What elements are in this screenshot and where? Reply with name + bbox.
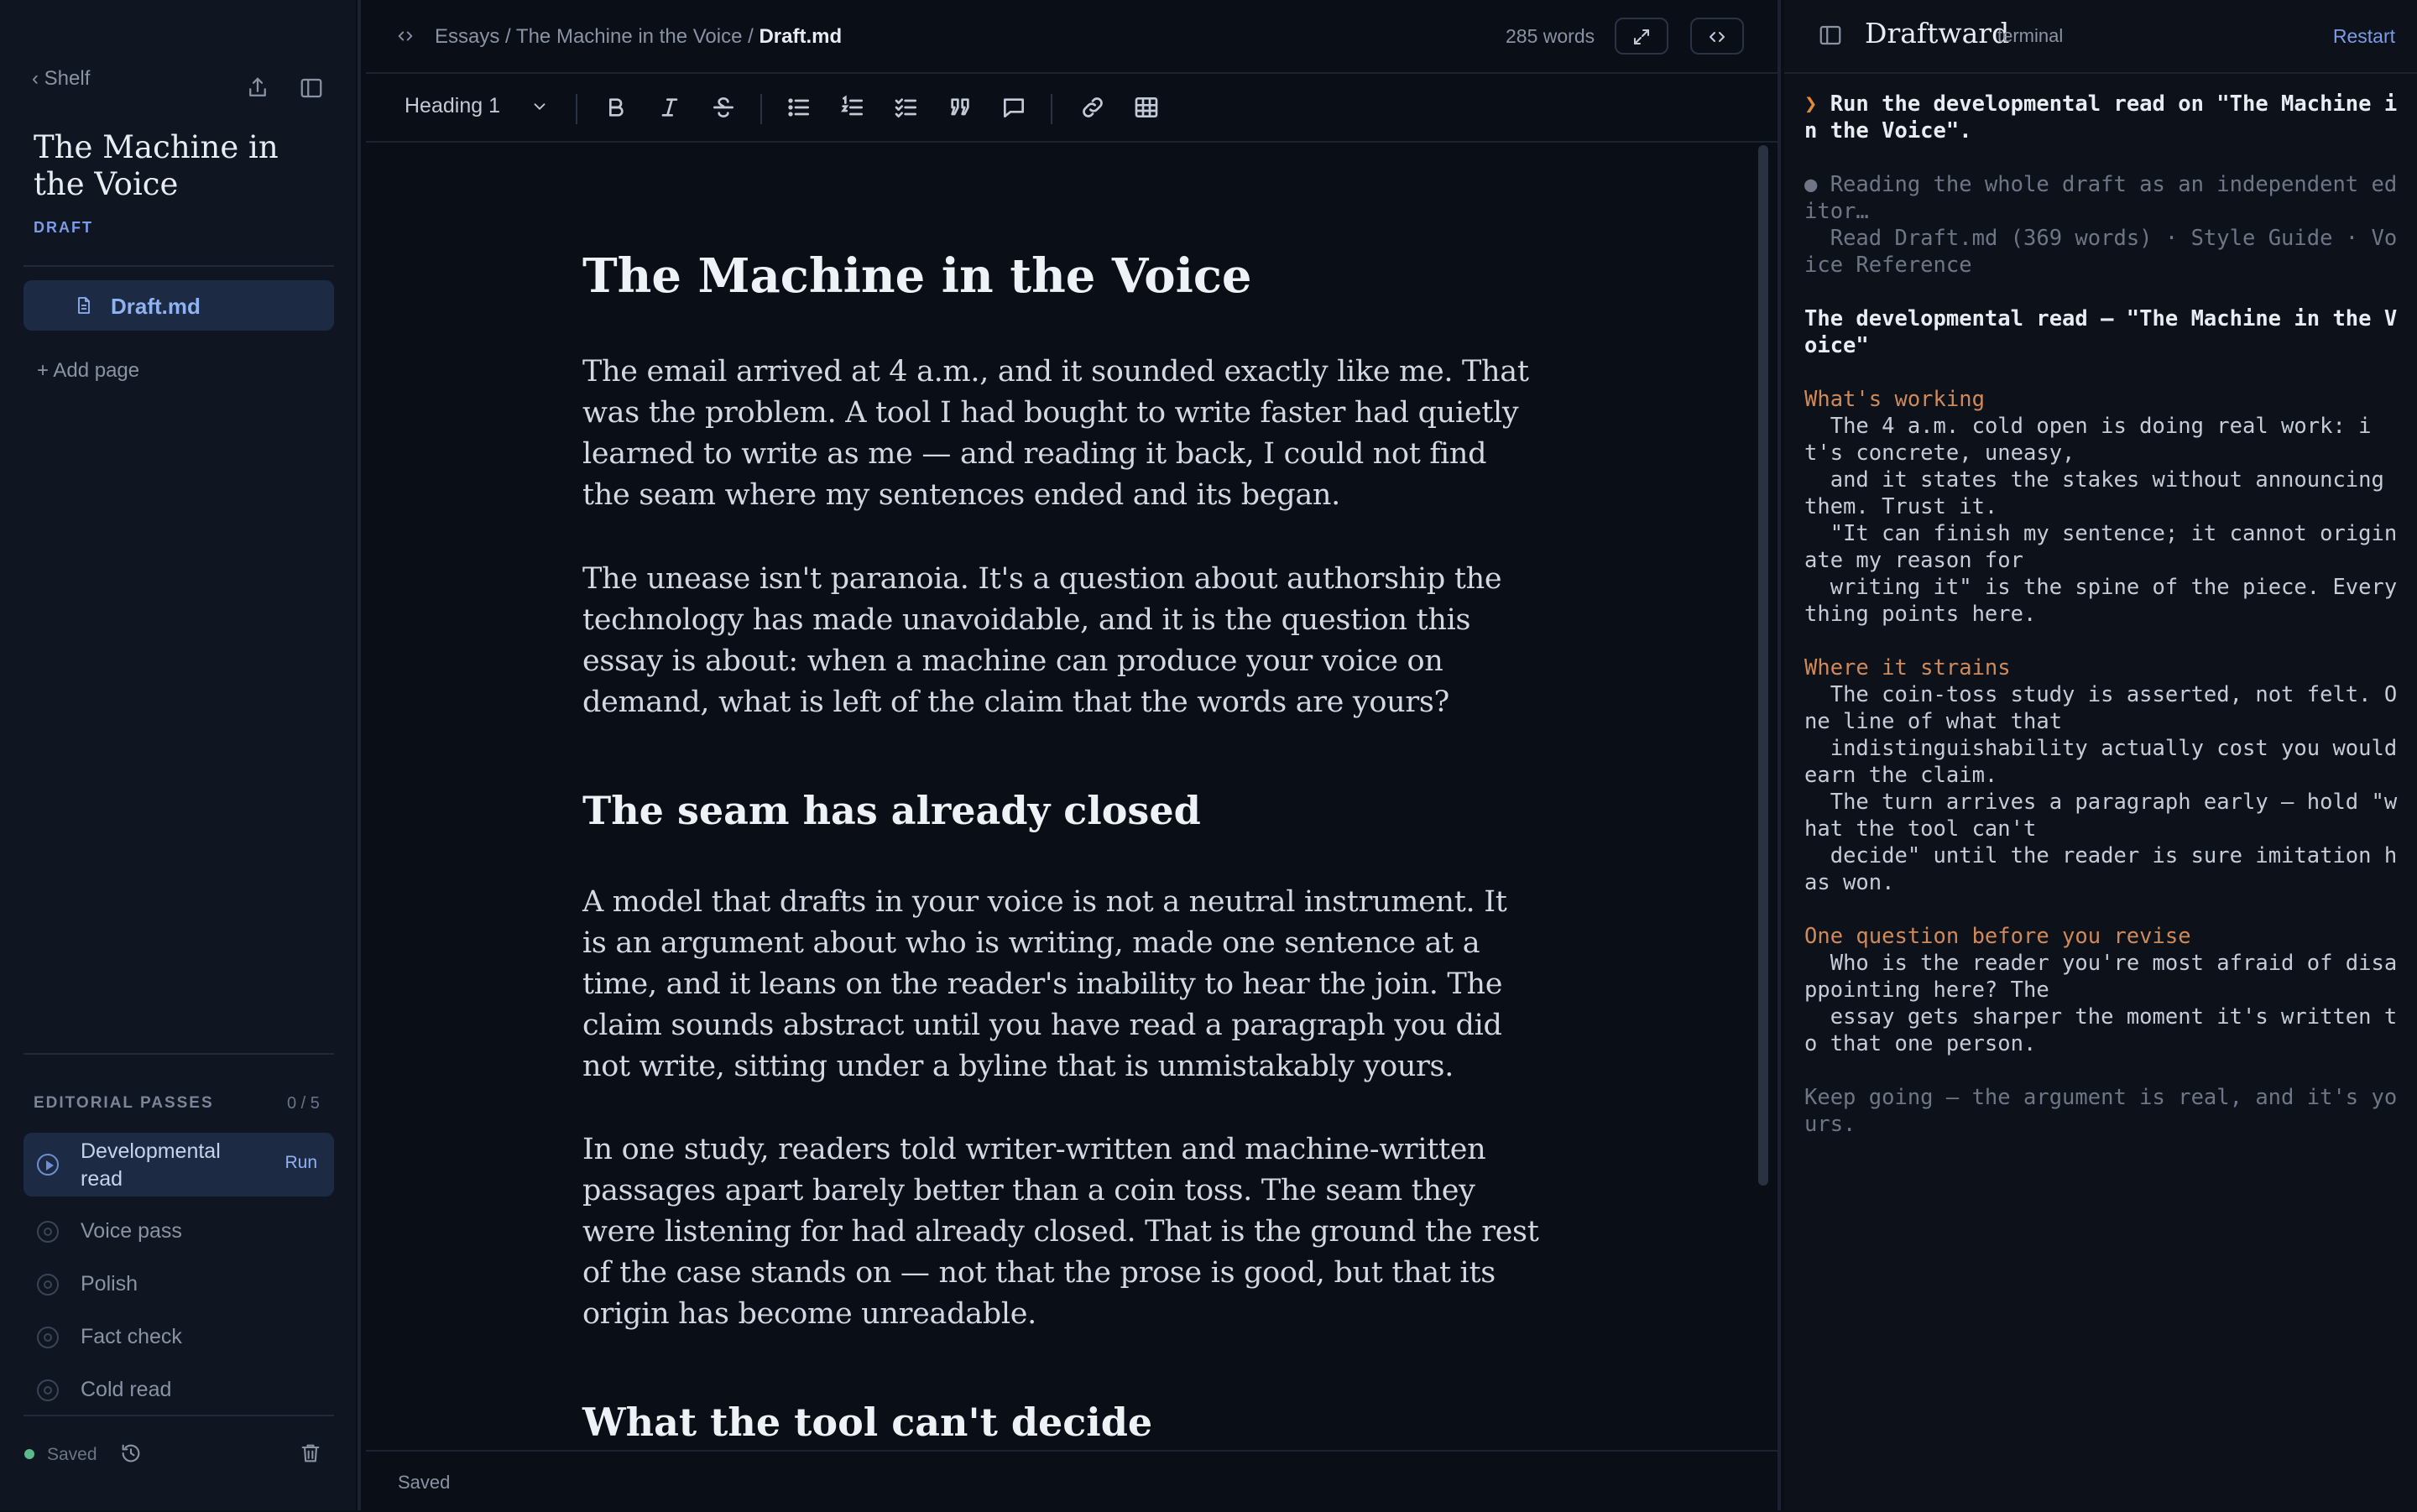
shelf-link[interactable]: ‹ Shelf xyxy=(32,67,91,90)
page-item-label: Draft.md xyxy=(111,294,201,319)
code-icon xyxy=(1707,27,1727,47)
chevron-left-icon: ‹ xyxy=(32,67,44,90)
terminal-closing: Keep going — the argument is real, and it's yours. xyxy=(1804,1085,2398,1137)
paragraph[interactable]: The unease isn't paranoia. It's a question about authorship the technology has made unavoidable, and it is the question this essay is about: when a machine can produce your voice on demand, what is left of the claim that the words are yours? xyxy=(582,562,1502,719)
bold-icon[interactable] xyxy=(603,94,629,121)
terminal-section-body: Who is the reader you're most afraid of disappointing here? The essay gets sharper the moment it's written to that one person. xyxy=(1804,951,2398,1056)
column-divider[interactable] xyxy=(358,0,361,1510)
section-heading[interactable]: What the tool can't decide xyxy=(582,1400,1153,1445)
paragraph[interactable]: In one study, readers told writer-written and machine-written passages apart barely better than a coin toss. The seam they were listening for had already closed. That is the ground the rest of the case stands on — not that the prose is good, but that its origin has become unreadable. xyxy=(582,1133,1539,1331)
play-circle-icon xyxy=(37,1154,59,1176)
pending-circle-icon xyxy=(37,1327,59,1348)
pass-label: Fact check xyxy=(81,1325,182,1348)
divider xyxy=(23,265,334,267)
pass-label: Cold read xyxy=(81,1378,172,1401)
pending-circle-icon xyxy=(37,1221,59,1243)
saved-status: Saved xyxy=(47,1445,97,1464)
code-toggle-icon[interactable] xyxy=(396,27,415,45)
terminal-heading: The developmental read — "The Machine in the Voice" xyxy=(1804,306,2398,358)
toolbar-separator xyxy=(576,94,577,124)
toolbar-separator xyxy=(760,94,762,124)
terminal-header xyxy=(1784,0,2417,74)
expand-icon xyxy=(1631,27,1652,47)
paragraph[interactable]: A model that drafts in your voice is not a neutral instrument. It is an argument about who is writing, made one sentence at a time, and it leans on the reader's inability to hear the join. The claim sounds abstract until you have read a paragraph you did not write, sitting under a byline that is unmistakably yours. xyxy=(582,885,1507,1083)
pass-label: Polish xyxy=(81,1272,138,1296)
history-icon[interactable] xyxy=(119,1442,143,1465)
pending-circle-icon xyxy=(37,1274,59,1296)
terminal-section-title: One question before you revise xyxy=(1804,924,2191,949)
editor-footer xyxy=(366,1450,1778,1512)
passes-title: EDITORIAL PASSES xyxy=(34,1094,214,1112)
column-divider[interactable] xyxy=(1778,0,1781,1510)
checklist-icon[interactable] xyxy=(893,94,920,121)
terminal-status-line: Read Draft.md (369 words) · Style Guide · Voice Reference xyxy=(1804,226,2398,278)
quote-icon[interactable] xyxy=(947,94,974,121)
terminal-section-title: Where it strains xyxy=(1804,655,2011,680)
breadcrumb[interactable] xyxy=(435,25,842,49)
divider xyxy=(23,1053,334,1055)
pass-item-fact-check[interactable] xyxy=(23,1312,334,1363)
format-toolbar xyxy=(366,74,1778,143)
pass-item-voice-pass[interactable] xyxy=(23,1207,334,1257)
numbered-list-icon[interactable] xyxy=(839,94,866,121)
add-page-button[interactable]: + Add page xyxy=(37,359,140,382)
source-view-button[interactable] xyxy=(1690,18,1744,55)
editor-pane xyxy=(366,0,1778,1510)
comment-icon[interactable] xyxy=(1000,94,1027,121)
breadcrumb-current: Draft.md xyxy=(759,25,843,48)
block-style-select[interactable] xyxy=(405,94,500,118)
footer-status: Saved xyxy=(398,1472,451,1493)
link-icon[interactable] xyxy=(1079,94,1106,121)
divider xyxy=(23,1415,334,1416)
restart-button[interactable]: Restart xyxy=(2332,25,2395,47)
editor-scrollbar[interactable] xyxy=(1758,145,1768,1186)
terminal-pane xyxy=(1784,0,2417,1510)
sidebar xyxy=(0,0,356,1510)
terminal-section-body: The coin-toss study is asserted, not felt. One line of what that indistinguishability actually cost you would earn the claim. The turn arrives a paragraph early — hold "what the tool can't decide" until the reader is sure imitation has won. xyxy=(1804,682,2398,895)
terminal-title: Draftward xyxy=(1865,17,2010,50)
passes-count: 0 / 5 xyxy=(287,1094,320,1113)
share-icon[interactable] xyxy=(245,76,270,101)
terminal-status-line: ● Reading the whole draft as an independent editor… xyxy=(1804,172,2398,224)
document-status-badge: DRAFT xyxy=(34,219,93,236)
paragraph[interactable]: The email arrived at 4 a.m., and it sounded exactly like me. That was the problem. A tool I had bought to write faster had quietly learned to write as me — and reading it back, I could not find the seam where my sentences ended and its began. xyxy=(582,355,1529,512)
terminal-prompt: ❯ Run the developmental read on "The Machine in the Voice". xyxy=(1804,91,2398,143)
chevron-down-icon xyxy=(530,97,549,116)
run-button[interactable]: Run xyxy=(285,1153,317,1172)
pass-item-developmental-read[interactable] xyxy=(23,1133,334,1197)
pending-circle-icon xyxy=(37,1379,59,1401)
strikethrough-icon[interactable] xyxy=(710,94,737,121)
heading-title[interactable]: The Machine in the Voice xyxy=(582,248,1252,304)
bullet-list-icon[interactable] xyxy=(786,94,812,121)
table-icon[interactable] xyxy=(1133,94,1160,121)
sidebar-toggle-icon[interactable] xyxy=(299,76,324,101)
document-icon xyxy=(74,295,94,316)
italic-icon[interactable] xyxy=(656,94,683,121)
pass-label: Voice pass xyxy=(81,1219,182,1243)
expand-button[interactable] xyxy=(1615,18,1668,55)
section-heading[interactable]: The seam has already closed xyxy=(582,788,1201,833)
terminal-section-title: What's working xyxy=(1804,387,1985,412)
word-count: 285 words xyxy=(1506,25,1595,47)
toolbar-separator xyxy=(1051,94,1052,124)
trash-icon[interactable] xyxy=(299,1442,322,1465)
plus-icon: + xyxy=(37,359,54,382)
terminal-section-body: The 4 a.m. cold open is doing real work: it's concrete, uneasy, and it states the stakes without announcing them. Trust it. "It can finish my sentence; it cannot originate my reason for writing it" is the spine of the piece. Everything points here. xyxy=(1804,414,2398,627)
prompt-chevron-icon: ❯ xyxy=(1804,91,1818,117)
block-style-value: Heading 1 xyxy=(405,94,500,117)
saved-status-dot xyxy=(24,1449,34,1459)
editor-topbar xyxy=(366,0,1778,74)
pass-item-polish[interactable] xyxy=(23,1259,334,1310)
page-item-draft[interactable] xyxy=(23,280,334,331)
breadcrumb-path[interactable]: Essays / The Machine in the Voice / xyxy=(435,25,760,48)
panel-toggle-icon[interactable] xyxy=(1818,23,1843,48)
document-title: The Machine in the Voice xyxy=(34,129,279,202)
pass-item-cold-read[interactable] xyxy=(23,1365,334,1416)
pass-label: Developmental read xyxy=(81,1139,221,1191)
terminal-subtitle: terminal xyxy=(1997,25,2064,46)
